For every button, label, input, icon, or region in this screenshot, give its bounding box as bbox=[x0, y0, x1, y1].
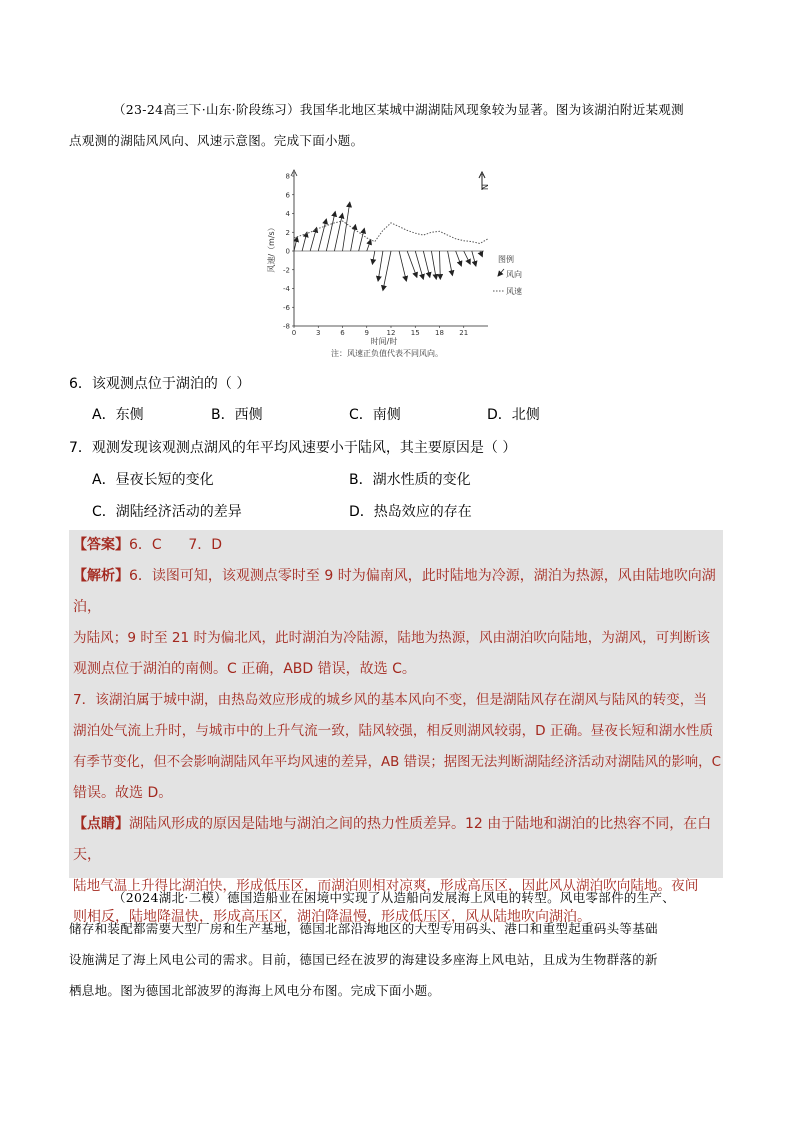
x-tick-label: 0 bbox=[291, 329, 297, 337]
wind-arrow bbox=[383, 251, 391, 290]
y-tick-label: 4 bbox=[285, 210, 290, 218]
intro-source: （23-24高三下·山东·阶段练习） bbox=[113, 102, 300, 117]
intro2-source: （2024湖北·二模） bbox=[113, 890, 228, 905]
y-tick-label: 6 bbox=[285, 191, 290, 200]
intro-text-a: 我国华北地区某城中湖湖陆风现象较为显著。图为该湖泊附近某观测 bbox=[299, 102, 684, 117]
q7-option-a[interactable]: A．昼夜长短的变化 bbox=[92, 472, 214, 488]
analysis-line-6: 有季节变化，但不会影响湖陆风年平均风速的差异，AB 错误；据图无法判断湖陆经济活动对湖陆风的影响，C bbox=[73, 755, 721, 770]
q6-option-d[interactable]: D．北侧 bbox=[487, 407, 540, 423]
wind-arrow bbox=[440, 251, 441, 279]
intro2-line-4: 栖息地。图为德国北部波罗的海海上风电分布图。完成下面小题。 bbox=[69, 983, 441, 998]
y-tick-label: -8 bbox=[283, 322, 290, 331]
x-tick-label: 15 bbox=[410, 329, 420, 337]
question-6-stem: 6．该观测点位于湖泊的（ ） bbox=[69, 376, 251, 392]
intro2-line-1: 德国造船业在困境中实现了从造船向发展海上风电的转型。风电零部件的生产、 bbox=[227, 890, 676, 905]
tip-line-3: 则相反，陆地降温快，形成高压区，湖泊降温慢，形成低压区，风从陆地吹向湖泊。 bbox=[73, 909, 591, 925]
x-tick-label: 21 bbox=[459, 329, 469, 337]
y-tick-label: 8 bbox=[285, 172, 290, 181]
intro-paragraph-2 bbox=[69, 882, 729, 913]
wind-arrow bbox=[480, 251, 482, 257]
wind-arrow bbox=[326, 212, 335, 251]
q7-option-c[interactable]: C．湖陆经济活动的差异 bbox=[92, 504, 242, 520]
x-axis-label: 时间/时 bbox=[370, 337, 398, 346]
analysis-line-2: 为陆风；9 时至 21 时为偏北风，此时湖泊为冷陆源，陆地为热源，风由湖泊吹向陆地，为湖风，可判断该 bbox=[73, 630, 711, 646]
x-tick-label: 12 bbox=[386, 329, 396, 337]
wind-arrow bbox=[448, 251, 453, 275]
chart-note: 注：风速正负值代表不同风向。 bbox=[331, 349, 443, 358]
wind-arrow bbox=[378, 251, 383, 281]
answer-line bbox=[69, 530, 723, 561]
chart-axes bbox=[291, 170, 488, 326]
wind-arrow bbox=[334, 214, 342, 252]
legend-item-wind-direction: 风向 bbox=[506, 270, 522, 279]
wind-arrow bbox=[343, 202, 350, 251]
wind-arrow bbox=[431, 251, 436, 279]
intro-paragraph-1 bbox=[69, 94, 729, 125]
north-arrow-icon bbox=[479, 172, 489, 190]
x-tick-label: 6 bbox=[340, 329, 345, 337]
y-tick-label: 0 bbox=[285, 247, 290, 256]
question-7-stem: 7．观测发现该观测点湖风的年平均风速要小于陆风，其主要原因是（ ） bbox=[69, 440, 517, 456]
wind-arrow bbox=[407, 251, 417, 277]
wind-arrow bbox=[456, 251, 462, 266]
intro2-line-3: 设施满足了海上风电公司的需求。目前，德国已经在波罗的海建设多座海上风电站，且成为生物群落的新 bbox=[69, 952, 658, 967]
legend-title: 图例 bbox=[498, 255, 514, 264]
tip-text: 湖陆风形成的原因是陆地与湖泊之间的热力性质差异。12 由于陆地和湖泊的比热容不同，在白天， bbox=[73, 816, 712, 863]
tip-label: 【点睛】 bbox=[73, 816, 129, 832]
analysis-line-4: 7．该湖泊属于城中湖，由热岛效应形成的城乡风的基本风向不变，但是湖陆风存在湖风与陆风的转变，当 bbox=[73, 692, 707, 708]
wind-arrow bbox=[423, 251, 429, 277]
legend-item-wind-speed: 风速 bbox=[506, 287, 522, 296]
intro-paragraph-1-line-2: 点观测的湖陆风风向、风速示意图。完成下面小题。 bbox=[69, 133, 364, 148]
analysis-text: 6．读图可知，该观测点零时至 9 时为偏南风，此时陆地为冷源，湖泊为热源，风由陆地吹向湖泊， bbox=[73, 568, 716, 615]
wind-arrow bbox=[367, 240, 371, 251]
y-tick-label: -2 bbox=[283, 266, 290, 275]
chart-legend bbox=[493, 254, 522, 296]
analysis-line-7: 错误。故选 D。 bbox=[73, 785, 173, 801]
answer-label: 【答案】 bbox=[73, 537, 129, 553]
x-tick-label: 9 bbox=[364, 329, 369, 337]
q6-option-a[interactable]: A．东侧 bbox=[92, 407, 144, 423]
wind-arrow bbox=[294, 237, 297, 251]
y-tick-label: -4 bbox=[283, 285, 290, 293]
q6-option-b[interactable]: B．西侧 bbox=[211, 407, 263, 423]
y-tick-label: 2 bbox=[285, 228, 290, 237]
chart-ticks bbox=[283, 173, 468, 338]
wind-arrow bbox=[472, 251, 476, 266]
wind-arrow bbox=[415, 251, 423, 279]
wind-arrow bbox=[318, 219, 326, 251]
wind-arrow bbox=[359, 229, 365, 252]
analysis-label: 【解析】 bbox=[73, 568, 129, 584]
wind-arrow bbox=[464, 251, 470, 264]
analysis-line-5: 湖泊处气流上升时，与城市中的上升气流一致，陆风较强，相反则湖风较弱，D 正确。昼夜长短和湖水性质 bbox=[73, 723, 714, 739]
x-tick-label: 3 bbox=[316, 329, 321, 337]
legend-arrow-icon bbox=[498, 269, 504, 276]
answer-text: 6．C 7．D bbox=[129, 537, 223, 553]
tip-line-2: 陆地气温上升得比湖泊快，形成低压区，而湖泊则相对凉爽，形成高压区，因此风从湖泊吹向陆地。夜间 bbox=[73, 878, 699, 894]
wind-arrow bbox=[399, 251, 406, 281]
tip-line-1 bbox=[69, 809, 723, 871]
intro2-line-2: 储存和装配都需要大型厂房和生产基地，德国北部沿海地区的大型专用码头、港口和重型起重码头等基础 bbox=[69, 921, 658, 936]
x-tick-label: 18 bbox=[435, 329, 444, 337]
analysis-line-3: 观测点位于湖泊的南侧。C 正确，ABD 错误，故选 C。 bbox=[73, 661, 416, 677]
wind-direction-arrows bbox=[294, 202, 482, 290]
y-tick-label: -6 bbox=[283, 303, 290, 312]
y-axis-label: 风速/（m/s） bbox=[267, 223, 276, 273]
wind-arrow bbox=[310, 228, 316, 251]
q6-option-c[interactable]: C．南侧 bbox=[349, 407, 401, 423]
wind-arrow bbox=[372, 251, 374, 264]
wind-chart bbox=[262, 166, 522, 366]
q7-option-d[interactable]: D．热岛效应的存在 bbox=[349, 504, 472, 520]
north-label: N bbox=[480, 184, 489, 190]
analysis-line-1 bbox=[69, 561, 723, 623]
q7-option-b[interactable]: B．湖水性质的变化 bbox=[349, 472, 471, 488]
